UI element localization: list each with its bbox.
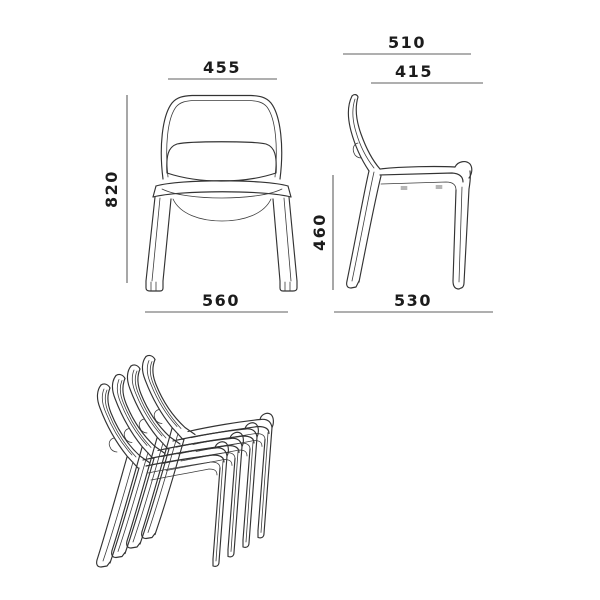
side-view-dimensions <box>310 33 493 312</box>
dim-label-depth-top: 510 <box>388 33 426 52</box>
dim-label-depth-bottom: 530 <box>394 291 432 310</box>
stacked-chair-4 <box>142 356 274 539</box>
side-view-drawing <box>347 95 472 289</box>
front-view-seat-pad <box>167 142 276 181</box>
front-view-legs <box>146 197 297 291</box>
dim-label-width-bottom: 560 <box>202 291 240 310</box>
stacked-chair-2 <box>112 375 244 558</box>
seat-screw-mark <box>436 186 442 188</box>
stacked-chair-3 <box>127 365 259 548</box>
stacked-chairs-drawing <box>97 356 274 568</box>
front-view-seat-frame <box>153 181 291 221</box>
side-view-backrest <box>348 95 380 171</box>
dim-label-seat-height: 460 <box>310 213 329 251</box>
seat-screw-mark <box>401 187 407 189</box>
stacked-chair-1 <box>97 384 229 567</box>
front-view-backrest <box>161 96 281 180</box>
front-view-drawing <box>146 96 297 292</box>
dim-label-height: 820 <box>102 170 121 208</box>
side-view-rear-leg <box>347 171 381 288</box>
side-view-seat <box>380 162 472 190</box>
dim-label-depth-upper: 415 <box>395 62 433 81</box>
dim-label-width-top: 455 <box>203 58 241 77</box>
